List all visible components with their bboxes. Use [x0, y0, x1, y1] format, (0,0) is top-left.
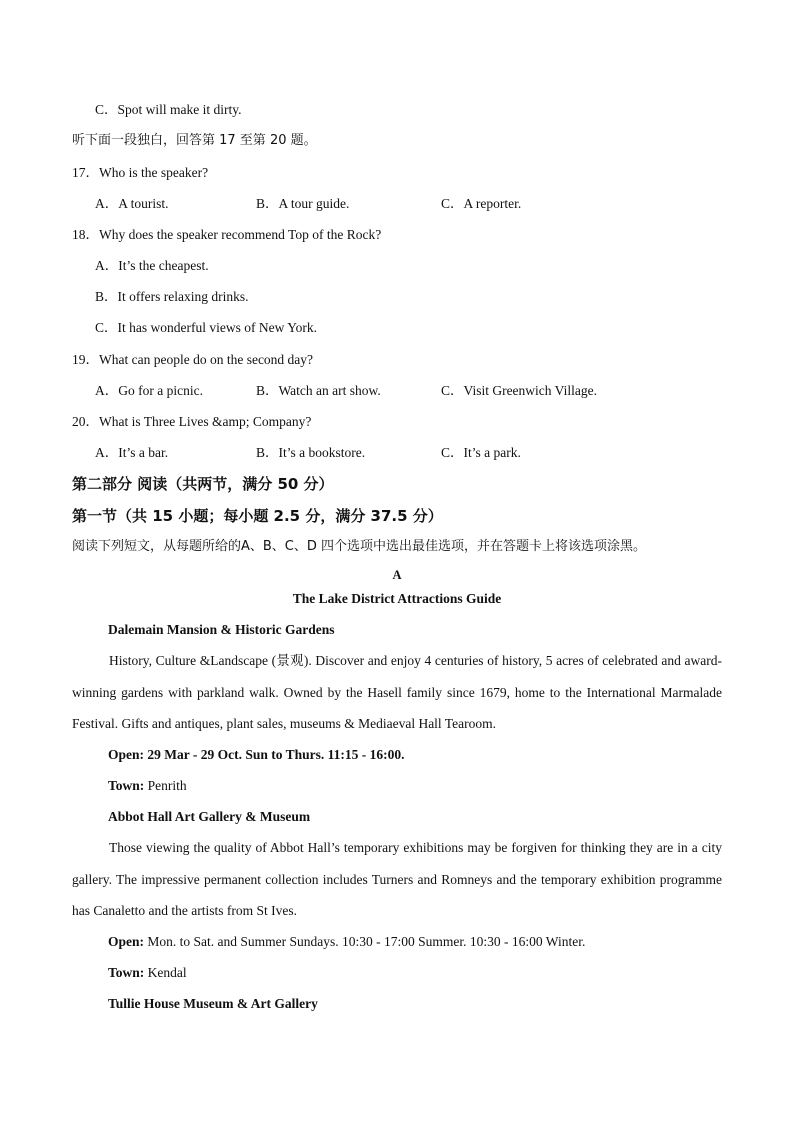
open-value: Mon. to Sat. and Summer Sundays. 10:30 - 17:00 Summer. 10:30 - 16:00 Winter.	[147, 934, 586, 949]
listening-instruction: 听下面一段独白，回答第 17 至第 20 题。	[72, 133, 317, 148]
attraction-3-name: Tullie House Museum & Art Gallery	[108, 996, 318, 1011]
q19-stem: 19．What can people do on the second day?	[72, 352, 314, 367]
q19-option-c: C．Visit Greenwich Village.	[441, 383, 597, 398]
attraction-2-open	[108, 933, 585, 951]
q18-option-c: C．It has wonderful views of New York.	[95, 320, 317, 335]
town-value: Penrith	[147, 778, 187, 793]
town-value: Kendal	[147, 965, 187, 980]
q18-option-a: A．It’s the cheapest.	[95, 258, 209, 273]
attraction-1-open: Open: 29 Mar - 29 Oct. Sun to Thurs. 11:15 - 16:00.	[108, 747, 405, 762]
passage-title: The Lake District Attractions Guide	[292, 591, 502, 606]
q18-stem: 18．Why does the speaker recommend Top of the Rock?	[72, 227, 382, 242]
q20-option-a: A．It’s a bar.	[95, 445, 169, 460]
attraction-1-town	[108, 777, 187, 795]
open-label: Open:	[108, 934, 145, 949]
q20-stem: 20．What is Three Lives &amp; Company?	[72, 414, 312, 429]
q20-option-b: B．It’s a bookstore.	[256, 445, 366, 460]
q17-option-b: B．A tour guide.	[256, 196, 350, 211]
attraction-1-description: History, Culture &Landscape (景观). Discover and enjoy 4 centuries of history, 5 acres of celebrated and award-winning gardens with parkland walk. Owned by the Hasell family since 1679, home to the International Marmalade Festival. Gifts and antiques, plant sales, museums & Mediaeval Hall Tearoom.	[72, 653, 722, 731]
q17-option-c: C．A reporter.	[441, 196, 522, 211]
attraction-2-town	[108, 964, 187, 982]
passage-letter: A	[392, 568, 402, 582]
q17-stem: 17．Who is the speaker?	[72, 165, 209, 180]
q17-option-a: A．A tourist.	[95, 196, 169, 211]
q18-option-b: B．It offers relaxing drinks.	[95, 289, 249, 304]
q20-option-c: C．It’s a park.	[441, 445, 521, 460]
q16-option-c: C．Spot will make it dirty.	[95, 102, 242, 117]
attraction-2-name: Abbot Hall Art Gallery & Museum	[108, 809, 311, 824]
q19-option-a: A．Go for a picnic.	[95, 383, 203, 398]
section1-title: 第一节（共 15 小题；每小题 2.5 分，满分 37.5 分）	[72, 507, 443, 525]
q19-option-b: B．Watch an art show.	[256, 383, 381, 398]
reading-instruction: 阅读下列短文，从每题所给的A、B、C、D 四个选项中选出最佳选项，并在答题卡上将该选项涂黑。	[72, 539, 647, 554]
town-label: Town:	[108, 778, 145, 793]
attraction-1-name: Dalemain Mansion & Historic Gardens	[108, 622, 335, 637]
part2-title: 第二部分 阅读（共两节，满分 50 分）	[72, 475, 334, 493]
attraction-2-description: Those viewing the quality of Abbot Hall’s temporary exhibitions may be forgiven for thinking they are in a city gallery. The impressive permanent collection includes Turners and Romneys and the temporary exhibition programme has Canaletto and the artists from St Ives.	[72, 840, 722, 918]
town-label: Town:	[108, 965, 145, 980]
